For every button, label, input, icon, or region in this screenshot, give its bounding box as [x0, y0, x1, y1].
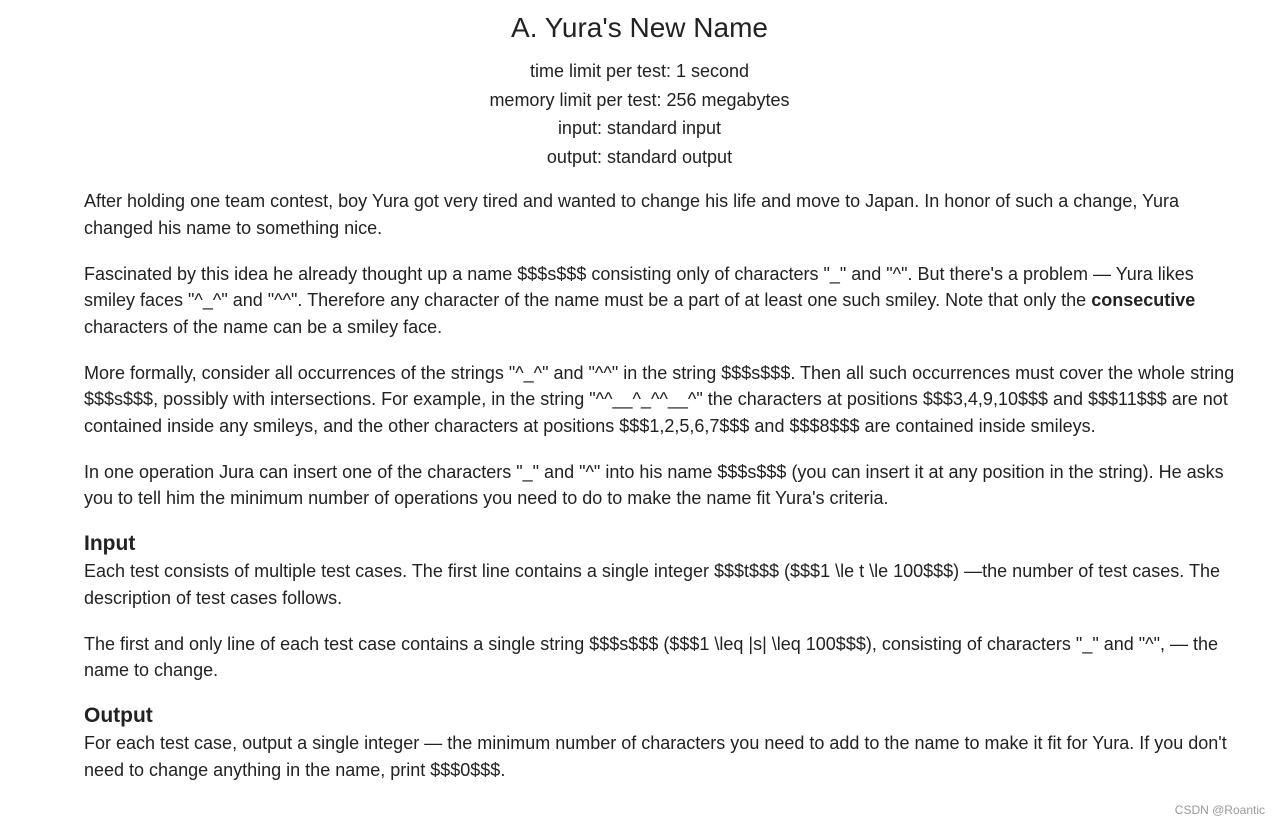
output-paragraph-1: For each test case, output a single integer — the minimum number of characters you need to add to the name to make it fit for Yura. If you don't need to change anything in the name, print $$$0$$$. [84, 733, 1227, 780]
statement-paragraph-2 [84, 261, 1244, 341]
watermark: CSDN @Roantic [1174, 803, 1265, 817]
input-paragraph-1: Each test consists of multiple test cases. The first line contains a single integer $$$t$$$ ($$$1 \le t \le 100$$$) —the number of test cases. The description of test cases follows. [84, 561, 1220, 608]
input-file: input: standard input [557, 118, 722, 139]
problem-header [0, 0, 1279, 171]
statement-p2-end: characters of the name can be a smiley face. [84, 316, 443, 337]
time-limit: time limit per test: 1 second [529, 61, 750, 81]
output-section-title: Output [84, 704, 153, 727]
input-section-title: Input [84, 532, 136, 555]
memory-limit: memory limit per test: 256 megabytes [489, 89, 790, 110]
problem-statement [84, 188, 1244, 803]
output-file: output: standard output [546, 146, 733, 167]
statement-paragraph-1: After holding one team contest, boy Yura got very tired and wanted to change his life and move to Japan. In honor of such a change, Yura changed his name to something nice. [84, 191, 1180, 238]
input-paragraph-2: The first and only line of each test case contains a single string $$$s$$$ ($$$1 \leq |s| \leq 100$$$), consisting of characters "_" and "^", — the name to change. [84, 633, 1218, 680]
problem-title: A. Yura's New Name [511, 12, 768, 43]
statement-p2-start: Fascinated by this idea he already thought up a name $$$s$$$ consisting only of characters "_" and "^". But there's a problem — Yura likes smiley faces "^_^" and "^^". Therefore any character of the name must be a part of at least one such smiley. Note that only the [84, 263, 1194, 310]
statement-paragraph-4: In one operation Jura can insert one of the characters "_" and "^" into his name $$$s$$$ (you can insert it at any position in the string). He asks you to tell him the minimum number of operations you need to do to make the name fit Yura's criteria. [84, 461, 1224, 508]
statement-paragraph-3: More formally, consider all occurrences of the strings "^_^" and "^^" in the string $$$s$$$. Then all such occurrences must cover the whole string $$$s$$$, possibly with intersections. For example, in the string "^^__^_^^__^" the characters at positions $$$3,4,9,10$$$ and $$$11$$$ are not contained inside any smileys, and the other characters at positions $$$1,2,5,6,7$$$ and $$$8$$$ are contained inside smileys. [84, 362, 1235, 436]
statement-p2-bold: consecutive [1091, 290, 1196, 310]
